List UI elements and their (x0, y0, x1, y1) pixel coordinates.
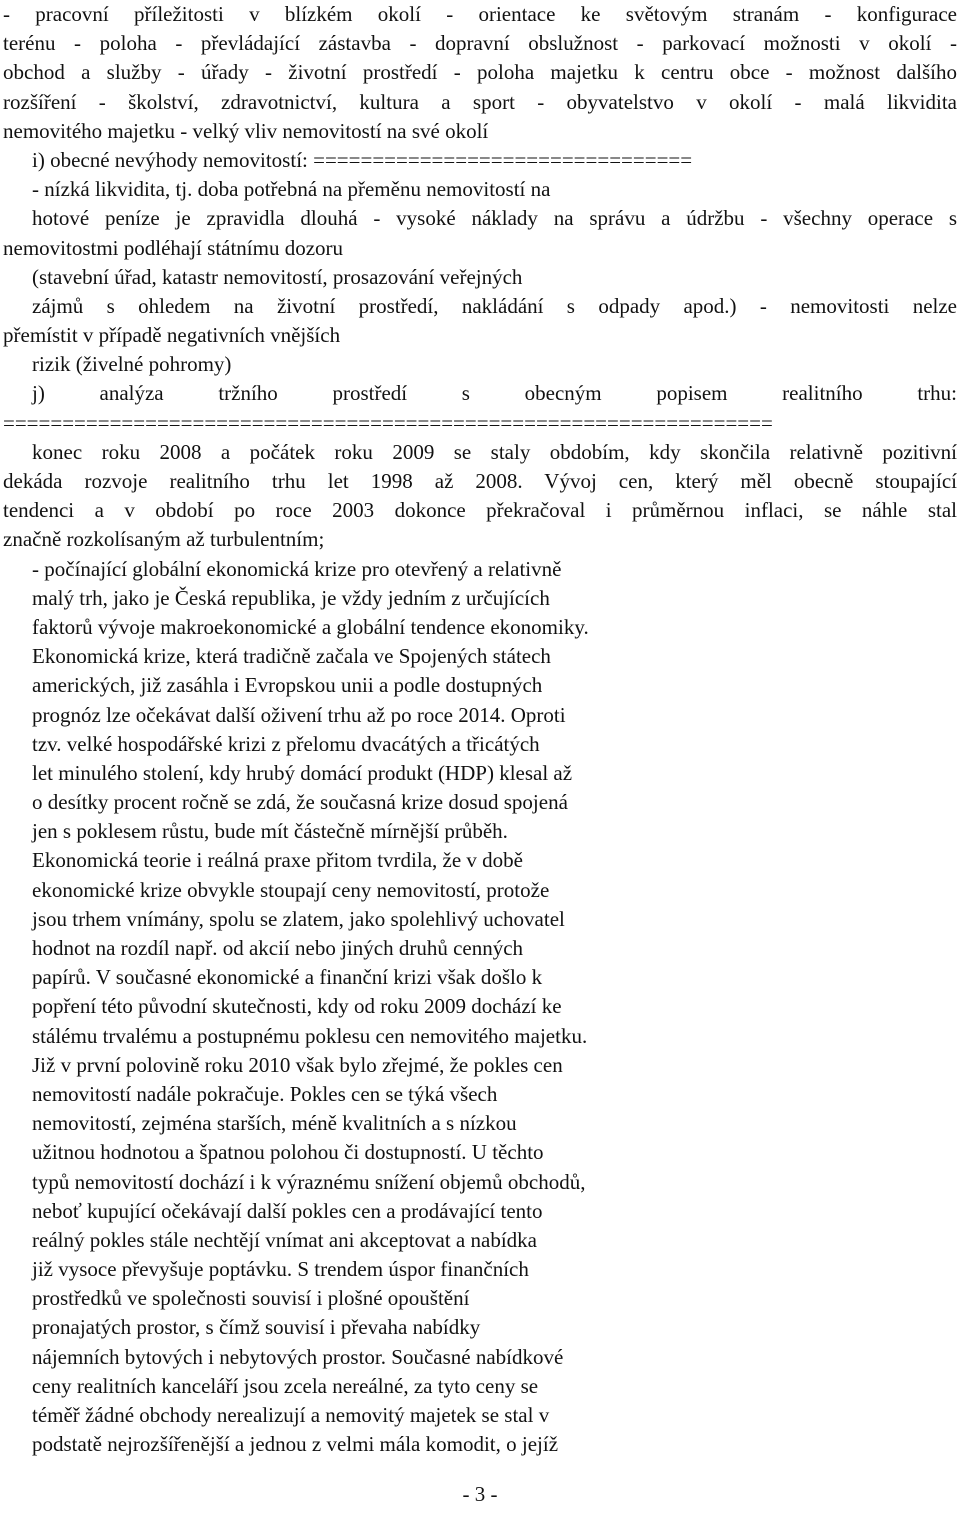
text-line: značně rozkolísaným až turbulentním; (3, 527, 325, 552)
text-line: ekonomické krize obvykle stoupají ceny nemovitostí, protože (32, 877, 550, 902)
text-line: neboť kupující očekávají další pokles cen a prodávající tento (32, 1198, 543, 1223)
section-rule: ================================================================= (3, 410, 773, 435)
text-line: užitnou hodnotou a špatnou polohou či dostupností. U těchto (32, 1140, 544, 1165)
text-line: malý trh, jako je Česká republika, je vždy jedním z určujících (32, 585, 550, 610)
text-line: Ekonomická teorie i reálná praxe přitom tvrdila, že v době (32, 848, 523, 873)
text-line: prognóz lze očekávat další oživení trhu až po roce 2014. Oproti (32, 702, 566, 727)
text-line: i) obecné nevýhody nemovitostí: ================================ (32, 147, 693, 172)
text-line: reálný pokles stále nechtějí vnímat ani akceptovat a nabídka (32, 1227, 537, 1252)
page-number: - 3 - (462, 1482, 498, 1506)
text-line: j) analýza tržního prostředí s obecným popisem realitního trhu: (32, 381, 957, 406)
text-line: nemovitého majetku - velký vliv nemovitostí na své okolí (3, 118, 489, 143)
text-line: podstatě nejrozšířenější a jednou z velmi mála komodit, o jejíž (32, 1432, 559, 1457)
text-line: tzv. velké hospodářské krizi z přelomu dvacátých a třicátých (32, 731, 540, 756)
text-line: hodnot na rozdíl např. od akcií nebo jiných druhů cenných (32, 936, 524, 960)
text-line: rizik (živelné pohromy) (32, 352, 232, 377)
text-line: amerických, již zasáhla i Evropskou unii a podle dostupných (32, 673, 543, 698)
text-line: papírů. V současné ekonomické a finanční krizi však došlo k (32, 965, 543, 990)
text-line: hotové peníze je zpravidla dlouhá - vysoké náklady na správu a údržbu - všechny operace s (32, 206, 957, 231)
text-line: rozšíření - školství, zdravotnictví, kultura a sport - obyvatelstvo v okolí - malá likvidita (3, 89, 957, 114)
text-line: popření této původní skutečnosti, kdy od roku 2009 dochází ke (32, 994, 562, 1019)
text-line: ceny realitních kanceláří jsou zcela nereálné, za tyto ceny se (32, 1373, 539, 1398)
text-line: nemovitostí, zejména starších, méně kvalitních a s nízkou (32, 1111, 517, 1136)
text-line: obchod a služby - úřady - životní prostředí - poloha majetku k centru obce - možnost dalšího (3, 60, 957, 85)
text-line: Ekonomická krize, která tradičně začala ve Spojených státech (32, 644, 551, 669)
text-line: (stavební úřad, katastr nemovitostí, prosazování veřejných (32, 264, 523, 289)
text-line: tendenci a v období po roce 2003 dokonce překračoval i průměrnou inflaci, se náhle stal (3, 498, 957, 523)
text-line: nájemních bytových i nebytových prostor. Současné nabídkové (32, 1344, 564, 1369)
text-line: - pracovní příležitosti v blízkém okolí - orientace ke světovým stranám - konfigurace (3, 2, 957, 26)
text-line: o desítky procent ročně se zdá, že současná krize dosud spojená (32, 790, 568, 815)
text-line: nemovitostmi podléhají státnímu dozoru (3, 235, 344, 260)
text-line: již vysoce převyšuje poptávku. S trendem úspor finančních (32, 1257, 529, 1282)
text-line: konec roku 2008 a počátek roku 2009 se staly obdobím, kdy skončila relativně pozitivní (32, 439, 957, 464)
text-line: pronajatých prostor, s čímž souvisí i převaha nabídky (32, 1315, 481, 1340)
text-line: typů nemovitostí dochází i k výraznému snížení objemů obchodů, (32, 1169, 586, 1194)
text-line: let minulého stolení, kdy hrubý domácí produkt (HDP) klesal až (32, 760, 573, 785)
text-line: jsou trhem vnímány, spolu se zlatem, jako spolehlivý uchovatel (32, 906, 565, 931)
text-line: jen s poklesem růstu, bude mít částečně mírnější průběh. (32, 819, 508, 844)
text-line: prostředků ve společnosti souvisí i plošné opouštění (32, 1286, 470, 1311)
text-line: - počínající globální ekonomická krize pro otevřený a relativně (32, 556, 562, 581)
text-line: přemístit v případě negativních vnějších (3, 323, 341, 348)
text-line: terénu - poloha - převládající zástavba - dopravní obslužnost - parkovací možnosti v okolí - (3, 31, 957, 56)
text-line: faktorů vývoje makroekonomické a globální tendence ekonomiky. (32, 614, 589, 639)
text-line: Již v první polovině roku 2010 však bylo zřejmé, že pokles cen (32, 1052, 563, 1077)
text-line: zájmů s ohledem na životní prostředí, nakládání s odpady apod.) - nemovitosti nelze (32, 293, 957, 318)
text-line: nemovitostí nadále pokračuje. Pokles cen se týká všech (32, 1081, 498, 1106)
text-line: dekáda rozvoje realitního trhu let 1998 až 2008. Vývoj cen, který měl obecně stoupající (3, 469, 957, 493)
text-line: stálému trvalému a postupnému poklesu cen nemovitého majetku. (32, 1023, 588, 1048)
text-line: - nízká likvidita, tj. doba potřebná na přeměnu nemovitostí na (32, 177, 551, 202)
text-line: téměř žádné obchody nerealizují a nemovitý majetek se stal v (32, 1403, 550, 1427)
